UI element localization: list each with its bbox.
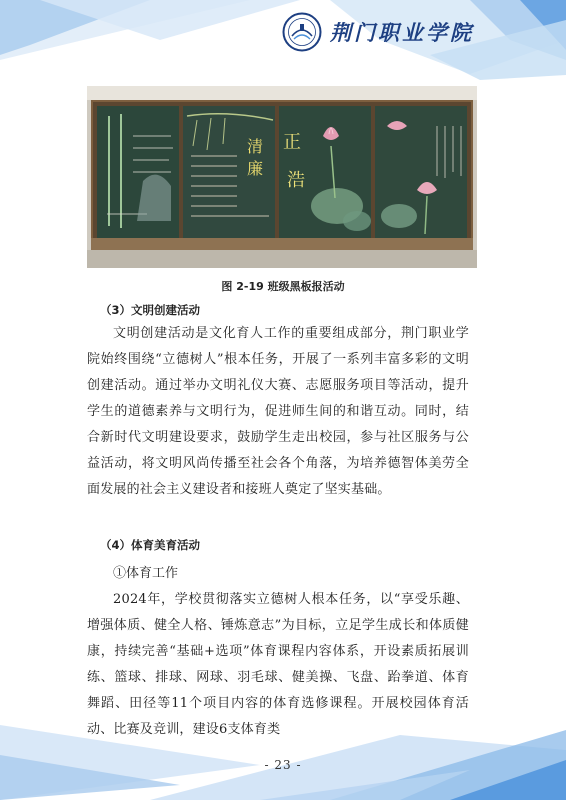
board-text-qing: 清 [247,137,264,156]
board-text-lian: 廉 [247,159,264,178]
school-name: 荆门职业学院 [330,20,474,45]
school-emblem-icon [282,12,322,52]
school-logo [282,12,474,52]
section-4-heading: （4）体育美育活动 [100,538,201,552]
figure-caption: 图 2-19 班级黑板报活动 [221,280,345,293]
board-text-hao: 浩 [287,170,305,191]
footer-decoration [0,695,566,800]
blackboard-photo [87,86,477,268]
board-text-zheng: 正 [283,132,301,153]
section-4-paragraph: 2024年，学校贯彻落实立德树人根本任务，以“享受乐趣、增强体质、健全人格、锤炼意志”为目标，立足学生成长和体质健康，持续完善“基础+选项”体育课程内容体系，开设素质拓展训练、篮球、排球、网球、羽毛球、健美操、飞盘、跆拳道、体育舞蹈、田径等11个项目内容的体育选修课程。开展校园体育活动、比赛及竞训，建设6支体育类 [87,592,469,737]
section-3-heading: （3）文明创建活动 [100,303,201,317]
section-3-paragraph: 文明创建活动是文化育人工作的重要组成部分，荆门职业学院始终围绕“立德树人”根本任务，开展了一系列丰富多彩的文明创建活动。通过举办文明礼仪大赛、志愿服务项目等活动，提升学生的道德素养与文明行为，促进师生间的和谐互动。同时，结合新时代文明建设要求，鼓励学生走出校园，参与社区服务与公益活动，将文明风尚传播至社会各个角落，为培养德智体美劳全面发展的社会主义建设者和接班人奠定了坚实基础。 [87,326,469,497]
page-number: - 23 - [264,758,302,772]
sports-work-subheading: ①体育工作 [113,566,179,581]
